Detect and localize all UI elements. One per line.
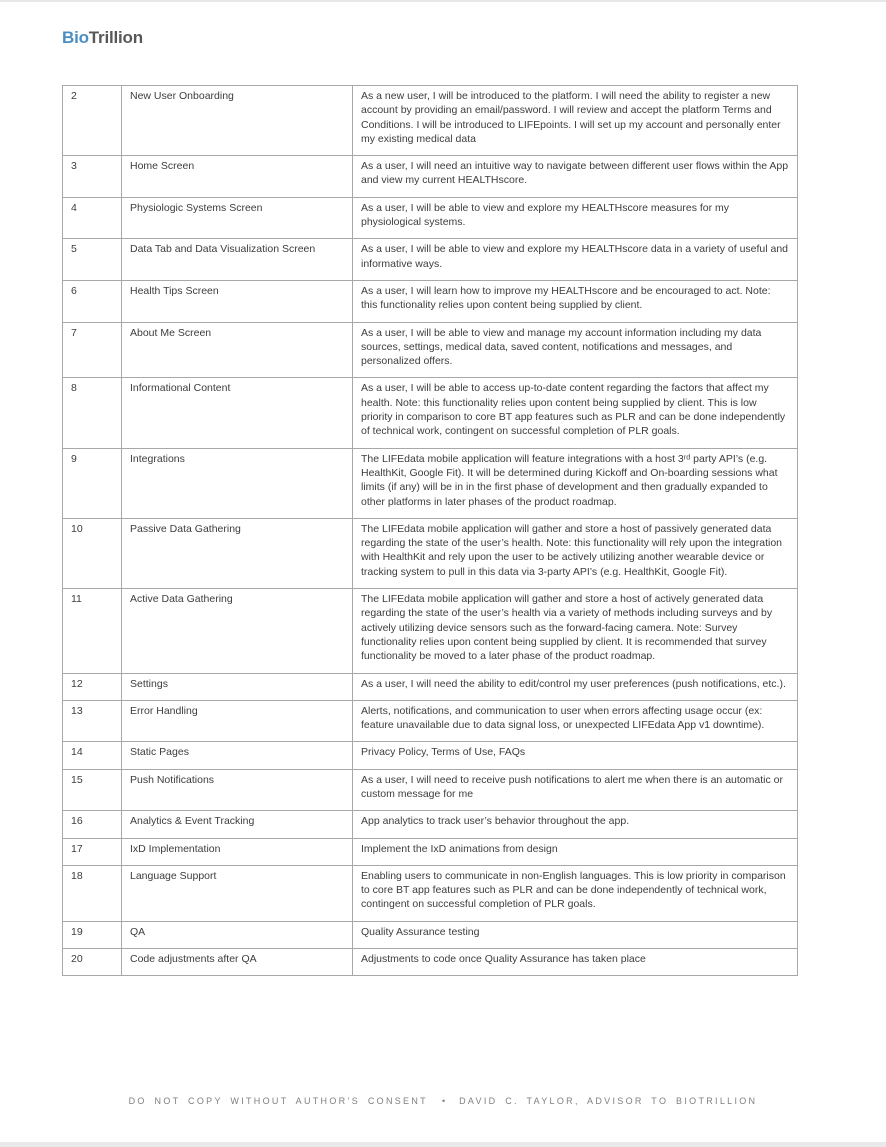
footer-bullet-separator: • (441, 1096, 446, 1106)
description-cell: Enabling users to communicate in non-English languages. This is low priority in comparison to core BT app features such as PLR and can be done independently of technical work, contingent on successful completion of PLR goals. (353, 865, 798, 921)
row-number-cell: 3 (63, 156, 122, 198)
row-number-cell: 17 (63, 838, 122, 865)
row-number-cell: 13 (63, 700, 122, 742)
description-cell: Implement the IxD animations from design (353, 838, 798, 865)
table-row (63, 280, 798, 322)
feature-name-cell: Code adjustments after QA (122, 949, 353, 976)
feature-name-cell: Error Handling (122, 700, 353, 742)
feature-name-cell: QA (122, 921, 353, 948)
description-cell: Privacy Policy, Terms of Use, FAQs (353, 742, 798, 769)
table-row (63, 742, 798, 769)
row-number-cell: 18 (63, 865, 122, 921)
description-cell: As a user, I will be able to view and manage my account information including my data sources, settings, medical data, saved content, notifications and messages, and personalized offers. (353, 322, 798, 378)
row-number-cell: 20 (63, 949, 122, 976)
feature-name-cell: Integrations (122, 448, 353, 518)
row-number-cell: 11 (63, 589, 122, 673)
feature-name-cell: Physiologic Systems Screen (122, 197, 353, 239)
description-cell: Alerts, notifications, and communication to user when errors affecting usage occur (ex: feature unavailable due to data signal loss, or unexpected LIFEdata App v1 downtime). (353, 700, 798, 742)
description-cell: As a user, I will need to receive push notifications to alert me when there is an automatic or custom message for me (353, 769, 798, 811)
requirements-table-body (63, 86, 798, 976)
feature-name-cell: Analytics & Event Tracking (122, 811, 353, 838)
description-cell: As a user, I will need the ability to edit/control my user preferences (push notifications, etc.). (353, 673, 798, 700)
table-row (63, 700, 798, 742)
description-cell: As a user, I will learn how to improve my HEALTHscore and be encouraged to act. Note: this functionality relies upon content being supplied by client. (353, 280, 798, 322)
feature-name-cell: Push Notifications (122, 769, 353, 811)
table-row (63, 197, 798, 239)
row-number-cell: 15 (63, 769, 122, 811)
feature-name-cell: Data Tab and Data Visualization Screen (122, 239, 353, 281)
table-row (63, 378, 798, 448)
description-cell: Adjustments to code once Quality Assurance has taken place (353, 949, 798, 976)
table-row (63, 673, 798, 700)
requirements-table (62, 85, 798, 976)
row-number-cell: 2 (63, 86, 122, 156)
description-cell: As a new user, I will be introduced to the platform. I will need the ability to register a new account by providing an email/password. I will review and accept the platform Terms and Conditions. I will be introduced to LIFEpoints. I will set up my account and personally enter my existing medical data (353, 86, 798, 156)
row-number-cell: 19 (63, 921, 122, 948)
table-row (63, 448, 798, 518)
feature-name-cell: New User Onboarding (122, 86, 353, 156)
description-cell: As a user, I will need an intuitive way to navigate between different user flows within the App and view my current HEALTHscore. (353, 156, 798, 198)
biotrillion-logo (62, 28, 143, 48)
footer-author-credit: DAVID C. TAYLOR, ADVISOR TO BIOTRILLION (459, 1096, 758, 1106)
logo-bio-text: Bio (62, 28, 89, 47)
table-row (63, 322, 798, 378)
feature-name-cell: Health Tips Screen (122, 280, 353, 322)
description-cell: As a user, I will be able to view and explore my HEALTHscore measures for my physiological systems. (353, 197, 798, 239)
row-number-cell: 9 (63, 448, 122, 518)
row-number-cell: 4 (63, 197, 122, 239)
description-cell: The LIFEdata mobile application will feature integrations with a host 3ʳᵈ party API’s (e.g. HealthKit, Google Fit). It will be determined during Kickoff and On-boarding sessions what limits (if any) will be in in the first phase of development and then gradually expanded to other platforms in later phases of the product roadmap. (353, 448, 798, 518)
table-row (63, 518, 798, 588)
feature-name-cell: Home Screen (122, 156, 353, 198)
description-cell: The LIFEdata mobile application will gather and store a host of actively generated data regarding the state of the user’s health via a variety of methods including surveys and by actively utilizing device sensors such as the forward-facing camera. Note: Survey functionality relies upon content being supplied by client. It is recommended that survey functionality be moved to a later phase of the product roadmap. (353, 589, 798, 673)
row-number-cell: 8 (63, 378, 122, 448)
feature-name-cell: About Me Screen (122, 322, 353, 378)
feature-name-cell: Language Support (122, 865, 353, 921)
table-row (63, 589, 798, 673)
row-number-cell: 10 (63, 518, 122, 588)
table-row (63, 811, 798, 838)
footer-copy-notice: DO NOT COPY WITHOUT AUTHOR’S CONSENT (128, 1096, 428, 1106)
row-number-cell: 16 (63, 811, 122, 838)
table-row (63, 921, 798, 948)
table-row (63, 239, 798, 281)
table-row (63, 949, 798, 976)
page-bottom-edge (0, 1142, 886, 1147)
table-row (63, 769, 798, 811)
description-cell: The LIFEdata mobile application will gather and store a host of passively generated data regarding the state of the user’s health. Note: this functionality will rely upon the integration with HealthKit and rely upon the user to be actively utilizing another wearable device or tracking system to pull in this data via 3-party API’s (e.g. HealthKit, Google Fit). (353, 518, 798, 588)
row-number-cell: 14 (63, 742, 122, 769)
row-number-cell: 5 (63, 239, 122, 281)
feature-name-cell: Informational Content (122, 378, 353, 448)
description-cell: As a user, I will be able to view and explore my HEALTHscore data in a variety of useful and informative ways. (353, 239, 798, 281)
page-footer (0, 1096, 886, 1106)
table-row (63, 86, 798, 156)
table-row (63, 865, 798, 921)
table-row (63, 838, 798, 865)
feature-name-cell: Static Pages (122, 742, 353, 769)
page-top-edge (0, 0, 886, 2)
description-cell: Quality Assurance testing (353, 921, 798, 948)
table-row (63, 156, 798, 198)
description-cell: As a user, I will be able to access up-to-date content regarding the factors that affect my health. Note: this functionality relies upon content being supplied by client. This is low priority in comparison to core BT app features such as PLR and can be done independently of technical work, contingent on successful completion of PLR goals. (353, 378, 798, 448)
row-number-cell: 6 (63, 280, 122, 322)
feature-name-cell: Active Data Gathering (122, 589, 353, 673)
feature-name-cell: Settings (122, 673, 353, 700)
description-cell: App analytics to track user’s behavior throughout the app. (353, 811, 798, 838)
feature-name-cell: Passive Data Gathering (122, 518, 353, 588)
row-number-cell: 7 (63, 322, 122, 378)
row-number-cell: 12 (63, 673, 122, 700)
logo-trillion-text: Trillion (88, 28, 143, 47)
feature-name-cell: IxD Implementation (122, 838, 353, 865)
